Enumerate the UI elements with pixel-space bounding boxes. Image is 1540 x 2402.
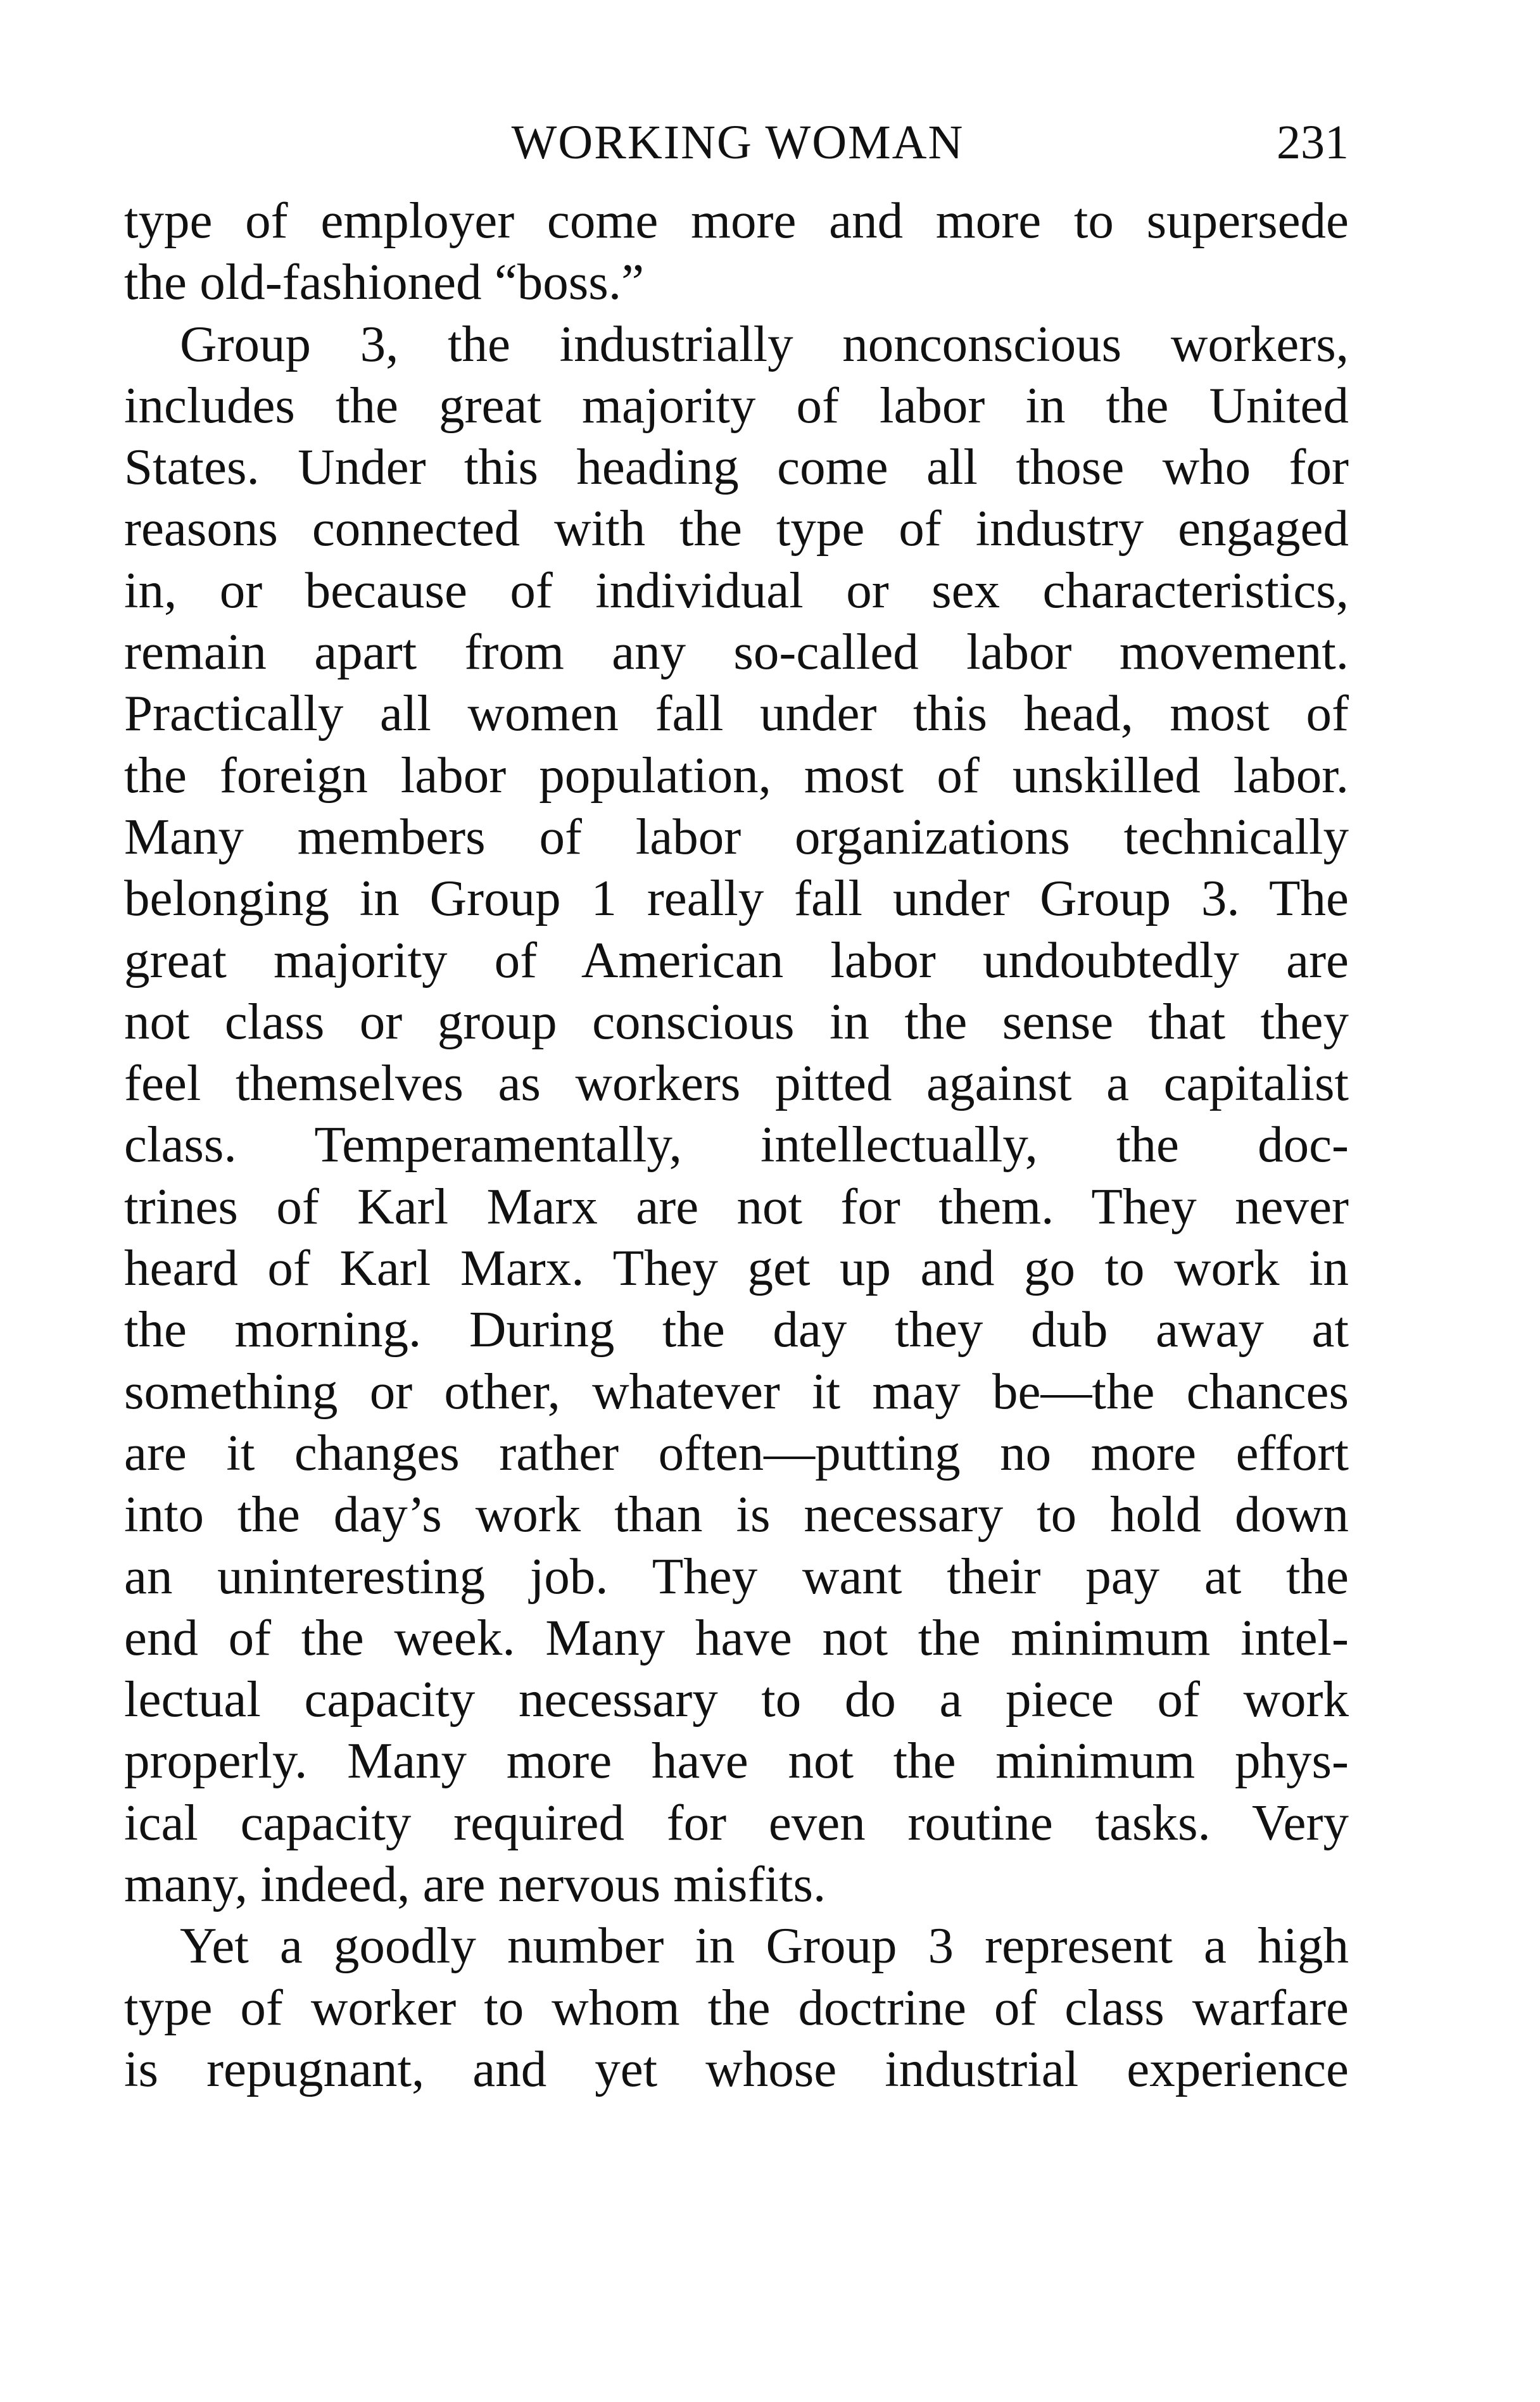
text-line: an uninteresting job. They want their pay at the [124,1547,1349,1605]
text-line: are it changes rather often—putting no more effort [124,1424,1349,1481]
body-text [124,190,1349,2100]
text-line: Group 3, the industrially nonconscious workers, [180,315,1349,372]
text-line: States. Under this heading come all those who for [124,438,1349,496]
text-line: remain apart from any so-called labor movement. [124,623,1349,681]
text-line: trines of Karl Marx are not for them. They never [124,1177,1349,1235]
text-line: is repugnant, and yet whose industrial experience [124,2040,1349,2097]
text-line: class. Temperamentally, intellectually, the doc- [124,1116,1349,1173]
text-line: the morning. During the day they dub away at [124,1301,1349,1358]
text-line: heard of Karl Marx. They get up and go to work in [124,1239,1349,1297]
text-line: end of the week. Many have not the minimum intel- [124,1609,1349,1666]
text-line: belonging in Group 1 really fall under Group 3. The [124,869,1349,927]
text-line: the old-fashioned “boss.” [124,253,645,311]
text-line: not class or group conscious in the sense that they [124,992,1349,1050]
text-line: into the day’s work than is necessary to hold down [124,1486,1349,1543]
text-line: in, or because of individual or sex characteristics, [124,561,1349,619]
text-line: Practically all women fall under this head, most of [124,685,1349,742]
running-title: WORKING WOMAN [511,116,964,169]
text-line: Yet a goodly number in Group 3 represent a high [180,1917,1349,1975]
running-head [127,111,1349,174]
text-line: ical capacity required for even routine tasks. Very [124,1793,1349,1851]
text-line: type of employer come more and more to supersede [124,192,1349,249]
text-line: Many members of labor organizations technically [124,807,1349,865]
text-line: feel themselves as workers pitted against a capitalist [124,1054,1349,1112]
text-line: lectual capacity necessary to do a piece of work [124,1671,1349,1728]
text-line: the foreign labor population, most of unskilled labor. [124,746,1349,804]
text-line: type of worker to whom the doctrine of class warfare [124,1978,1349,2036]
text-line: reasons connected with the type of industry engaged [124,500,1349,557]
text-line: many, indeed, are nervous misfits. [124,1855,826,1913]
page-number: 231 [1277,116,1349,169]
text-line: includes the great majority of labor in the United [124,376,1349,434]
text-line: great majority of American labor undoubtedly are [124,931,1349,989]
text-line: something or other, whatever it may be—the chances [124,1362,1349,1420]
text-line: properly. Many more have not the minimum phys- [124,1732,1349,1790]
